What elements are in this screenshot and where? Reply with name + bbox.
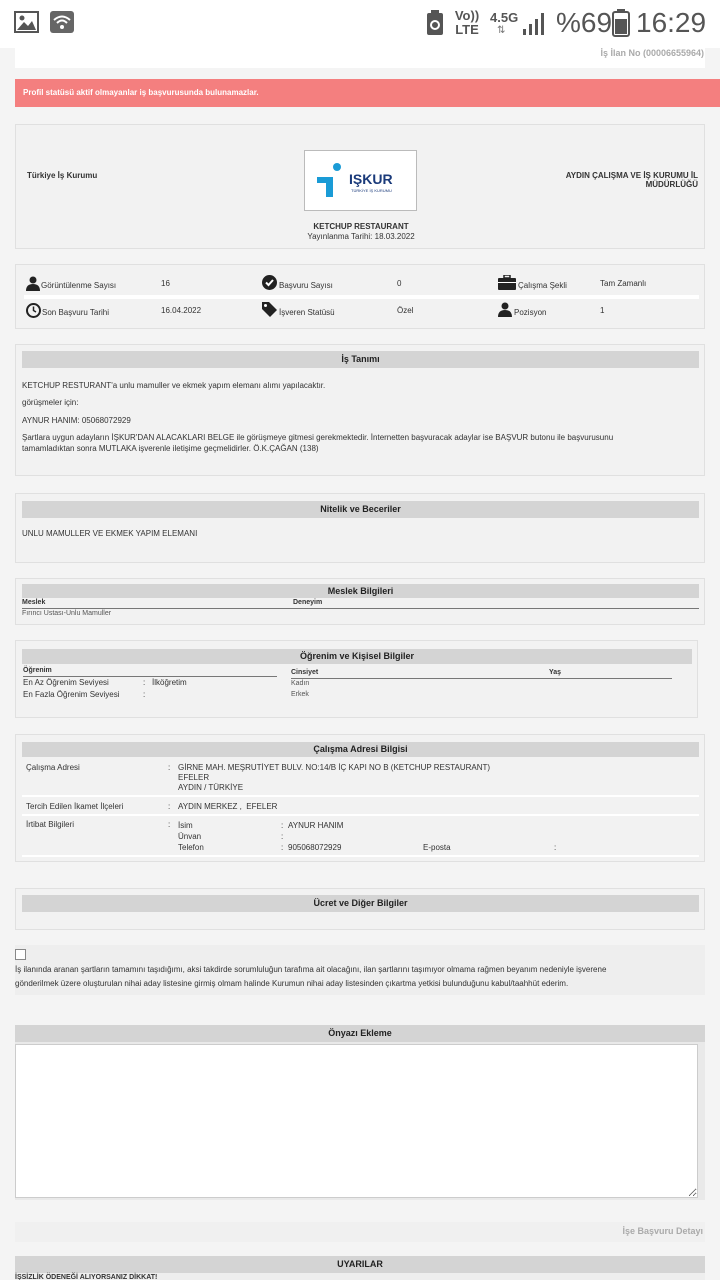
battery-percent: %69 bbox=[556, 7, 613, 38]
contact-name-label: İsim bbox=[178, 821, 193, 830]
alert-text: Profil statüsü aktif olmayanlar iş başvurusunda bulunamazlar. bbox=[23, 88, 259, 97]
profession-title: Meslek Bilgileri bbox=[22, 584, 699, 598]
consent-checkbox[interactable] bbox=[15, 949, 26, 960]
cover-letter-textarea[interactable] bbox=[15, 1044, 698, 1198]
left-org: Türkiye İş Kurumu bbox=[27, 171, 98, 180]
network-label: Vo)) LTE bbox=[454, 8, 480, 37]
contact-email-label: E-posta bbox=[423, 843, 451, 852]
warnings-section bbox=[15, 1256, 705, 1280]
gender-value: Kadın bbox=[291, 680, 310, 687]
warnings-text: İŞSİZLİK ÖDENEĞİ ALIYORSANIZ DİKKAT! bbox=[15, 1274, 158, 1280]
header-panel bbox=[15, 124, 705, 249]
contact-label: İrtibat Bilgileri bbox=[26, 820, 75, 829]
stats-panel bbox=[15, 264, 705, 329]
views-value: 16 bbox=[161, 279, 170, 288]
profile-alert bbox=[15, 79, 720, 107]
work-address-value: GİRNE MAH. MEŞRUTİYET BULV. NO:14/B İÇ KAPI NO B (KETCHUP RESTAURANT) EFELER AYDIN / TÜRKİYE bbox=[178, 763, 491, 792]
apply-detail-link[interactable] bbox=[15, 1222, 705, 1242]
address-title: Çalışma Adresi Bilgisi bbox=[22, 742, 699, 757]
profession-col2: Deneyim bbox=[293, 599, 323, 606]
publish-date: Yayınlanma Tarihi: 18.03.2022 bbox=[307, 232, 415, 241]
tag-icon bbox=[262, 302, 277, 317]
job-desc-line: AYNUR HANIM: 05068072929 bbox=[22, 416, 131, 425]
colon: : bbox=[168, 802, 171, 811]
work-type-label: Çalışma Şekli bbox=[518, 281, 567, 290]
address-panel bbox=[15, 734, 705, 862]
net-type: 4.5G bbox=[490, 10, 519, 25]
preferred-districts-value: AYDIN MERKEZ , EFELER bbox=[178, 802, 278, 811]
colon: : bbox=[143, 678, 146, 687]
job-description-title: İş Tanımı bbox=[22, 351, 699, 368]
consent-text: İş ilanında aranan şartların tamamını taşıdığımı, aksi takdirde sorumluluğun tarafıma ait olacağını, ilan şartlarını taşımıyor olmama rağmen beyanım nedeniyle işverene gönderilmek üzere oluşturulan nihai aday listesine girmiş olmam halinde Kurumun nihai aday listesinden çıkartma yetkisi bulunduğunu kabul/taahhüt ederim. bbox=[15, 965, 607, 988]
skills-title: Nitelik ve Beceriler bbox=[22, 501, 699, 518]
job-desc-line: tamamladıktan sonra MUTLAKA işverenle iletişime geçmelidirler. Ö.K.ÇAĞAN (138) bbox=[22, 444, 319, 453]
cover-letter-section bbox=[15, 1025, 705, 1200]
applications-label: Başvuru Sayısı bbox=[279, 281, 333, 290]
preferred-districts-label: Tercih Edilen İkamet İlçeleri bbox=[26, 802, 124, 811]
skills-text: UNLU MAMULLER VE EKMEK YAPIM ELEMANI bbox=[22, 529, 198, 538]
position-value: 1 bbox=[600, 306, 605, 315]
contact-name-value: AYNUR HANIM bbox=[288, 821, 344, 830]
colon: : bbox=[281, 843, 284, 852]
colon: : bbox=[281, 832, 284, 841]
logo-text: IŞKUR bbox=[349, 171, 393, 187]
age-header: Yaş bbox=[549, 669, 562, 676]
max-edu-label: En Fazla Öğrenim Seviyesi bbox=[23, 690, 120, 699]
clock-icon bbox=[26, 303, 41, 318]
work-type-value: Tam Zamanlı bbox=[600, 279, 647, 288]
job-desc-line: KETCHUP RESTURANT'a unlu mamuller ve ekmek yapım elemanı alımı yapılacaktır. bbox=[22, 381, 326, 390]
job-description-panel bbox=[15, 344, 705, 476]
profession-value: Fırıncı Ustası-Unlu Mamuller bbox=[22, 610, 112, 617]
gender-value: Erkek bbox=[291, 691, 309, 698]
person-icon bbox=[498, 302, 512, 317]
contact-phone-label: Telefon bbox=[178, 843, 204, 852]
cover-letter-title: Önyazı Ekleme bbox=[15, 1025, 705, 1042]
status-bar bbox=[0, 0, 720, 48]
position-label: Pozisyon bbox=[514, 308, 547, 317]
iskur-logo-icon bbox=[315, 163, 345, 199]
profession-panel bbox=[15, 578, 705, 625]
views-label: Görüntülenme Sayısı bbox=[41, 281, 117, 290]
warnings-title: UYARILAR bbox=[15, 1256, 705, 1273]
colon: : bbox=[168, 763, 171, 772]
right-org: AYDIN ÇALIŞMA VE İŞ KURUMU İL MÜDÜRLÜĞÜ bbox=[565, 171, 698, 189]
salary-panel bbox=[15, 888, 705, 930]
deadline-label: Son Başvuru Tarihi bbox=[42, 308, 109, 317]
briefcase-icon bbox=[498, 275, 516, 290]
employer-status-value: Özel bbox=[397, 306, 414, 315]
clock: 16:29 bbox=[636, 7, 707, 38]
user-icon bbox=[26, 276, 40, 291]
consent-panel bbox=[15, 945, 705, 995]
education-title: Öğrenim ve Kişisel Bilgiler bbox=[22, 649, 692, 664]
min-edu-value: İlköğretim bbox=[152, 678, 187, 687]
iskur-logo bbox=[304, 150, 417, 211]
gallery-icon bbox=[14, 11, 39, 33]
colon: : bbox=[554, 843, 557, 852]
education-header: Öğrenim bbox=[23, 667, 52, 674]
gender-header: Cinsiyet bbox=[291, 669, 319, 676]
contact-phone-value[interactable]: 905068072929 bbox=[288, 843, 342, 852]
min-edu-label: En Az Öğrenim Seviyesi bbox=[23, 678, 109, 687]
wifi-icon bbox=[50, 11, 74, 33]
work-address-label: Çalışma Adresi bbox=[26, 763, 80, 772]
data-arrows-icon: ⇅ bbox=[497, 25, 506, 36]
contact-title-label: Ünvan bbox=[178, 832, 202, 841]
job-desc-line: Şartlara uygun adayların İŞKUR'DAN ALACAKLARI BELGE ile görüşmeye gitmesi gerekmektedir. İnternetten başvuracak adaylar ise BAŞVUR butonu ile başvurusunu bbox=[22, 433, 614, 442]
battery-icon bbox=[612, 9, 630, 37]
signal-icon bbox=[522, 10, 548, 36]
job-desc-line: görüşmeler için: bbox=[22, 398, 79, 407]
colon: : bbox=[143, 690, 146, 699]
logo-subtext: TÜRKİYE İŞ KURUMU bbox=[351, 188, 392, 193]
colon: : bbox=[281, 821, 284, 830]
apply-detail-text: İşe Başvuru Detayı bbox=[622, 1226, 703, 1236]
company-name: KETCHUP RESTAURANT bbox=[313, 222, 409, 231]
check-circle-icon bbox=[262, 275, 277, 290]
applications-value: 0 bbox=[397, 279, 402, 288]
listing-number: İş İlan No (00006655964) bbox=[600, 48, 704, 58]
colon: : bbox=[168, 820, 171, 829]
salary-title: Ücret ve Diğer Bilgiler bbox=[22, 895, 699, 912]
skills-panel bbox=[15, 493, 705, 563]
education-panel bbox=[15, 640, 698, 718]
battery-saver-icon bbox=[426, 10, 444, 36]
deadline-value: 16.04.2022 bbox=[161, 306, 202, 315]
profession-col1: Meslek bbox=[22, 599, 46, 606]
employer-status-label: İşveren Statüsü bbox=[279, 308, 335, 317]
